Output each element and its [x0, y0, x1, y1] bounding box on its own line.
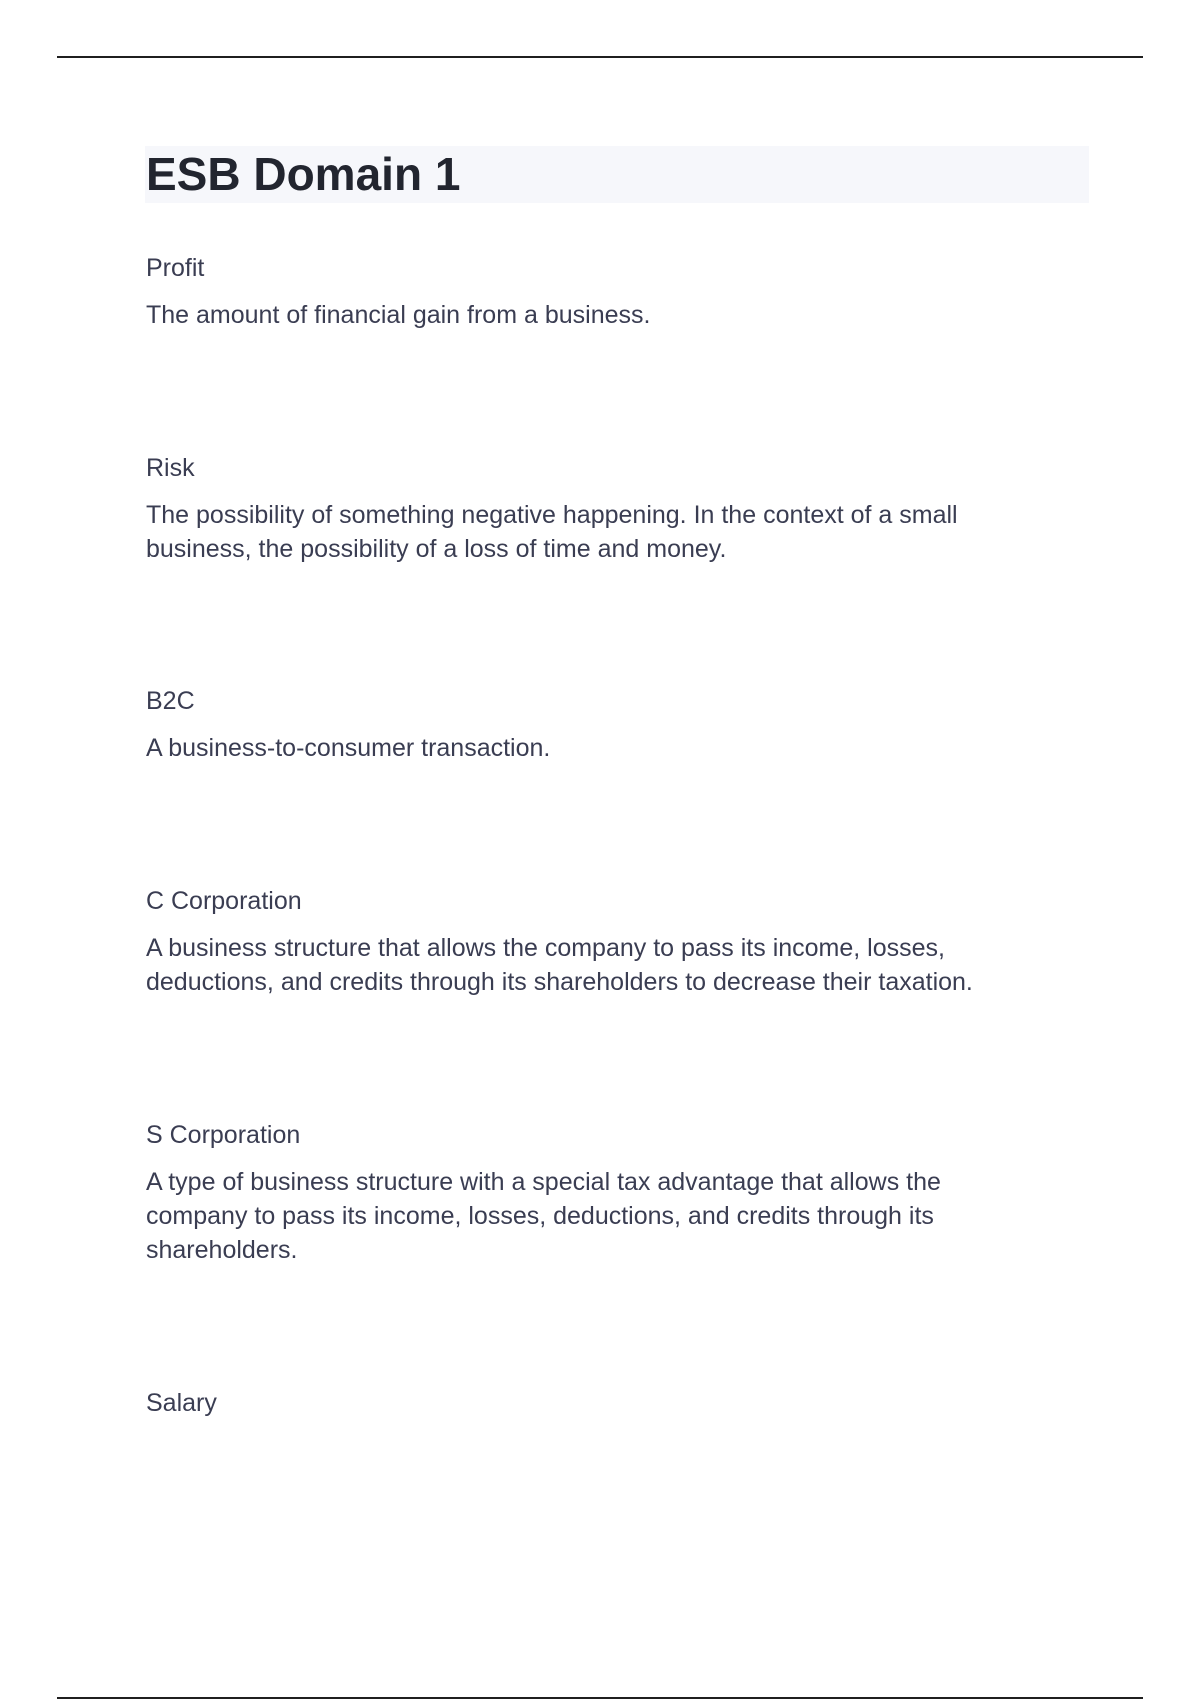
card-definition: A type of business structure with a special tax advantage that allows the company to pass its income, losses, deductions, and credits through its shareholders. — [146, 1168, 941, 1264]
flashcard-c-corporation — [146, 885, 1046, 999]
bottom-divider — [57, 1697, 1143, 1699]
card-definition: A business structure that allows the company to pass its income, losses, deductions, and credits through its shareholders to decrease their taxation. — [146, 934, 973, 996]
card-term: Profit — [146, 254, 205, 282]
flashcard-s-corporation — [146, 1119, 1046, 1267]
flashcard-salary — [146, 1387, 1046, 1433]
card-definition: The possibility of something negative happening. In the context of a small business, the possibility of a loss of time and money. — [146, 501, 958, 563]
flashcard-b2c — [146, 685, 1046, 765]
flashcard-risk — [146, 452, 1046, 566]
card-term: B2C — [146, 687, 195, 715]
card-term: Risk — [146, 454, 195, 482]
card-term: S Corporation — [146, 1121, 301, 1149]
card-term: C Corporation — [146, 887, 302, 915]
card-definition: The amount of financial gain from a business. — [146, 301, 651, 329]
card-term: Salary — [146, 1389, 217, 1417]
top-divider — [57, 56, 1143, 58]
page-title: ESB Domain 1 — [146, 148, 461, 200]
card-definition: A business-to-consumer transaction. — [146, 734, 551, 762]
flashcard-profit — [146, 252, 1046, 332]
